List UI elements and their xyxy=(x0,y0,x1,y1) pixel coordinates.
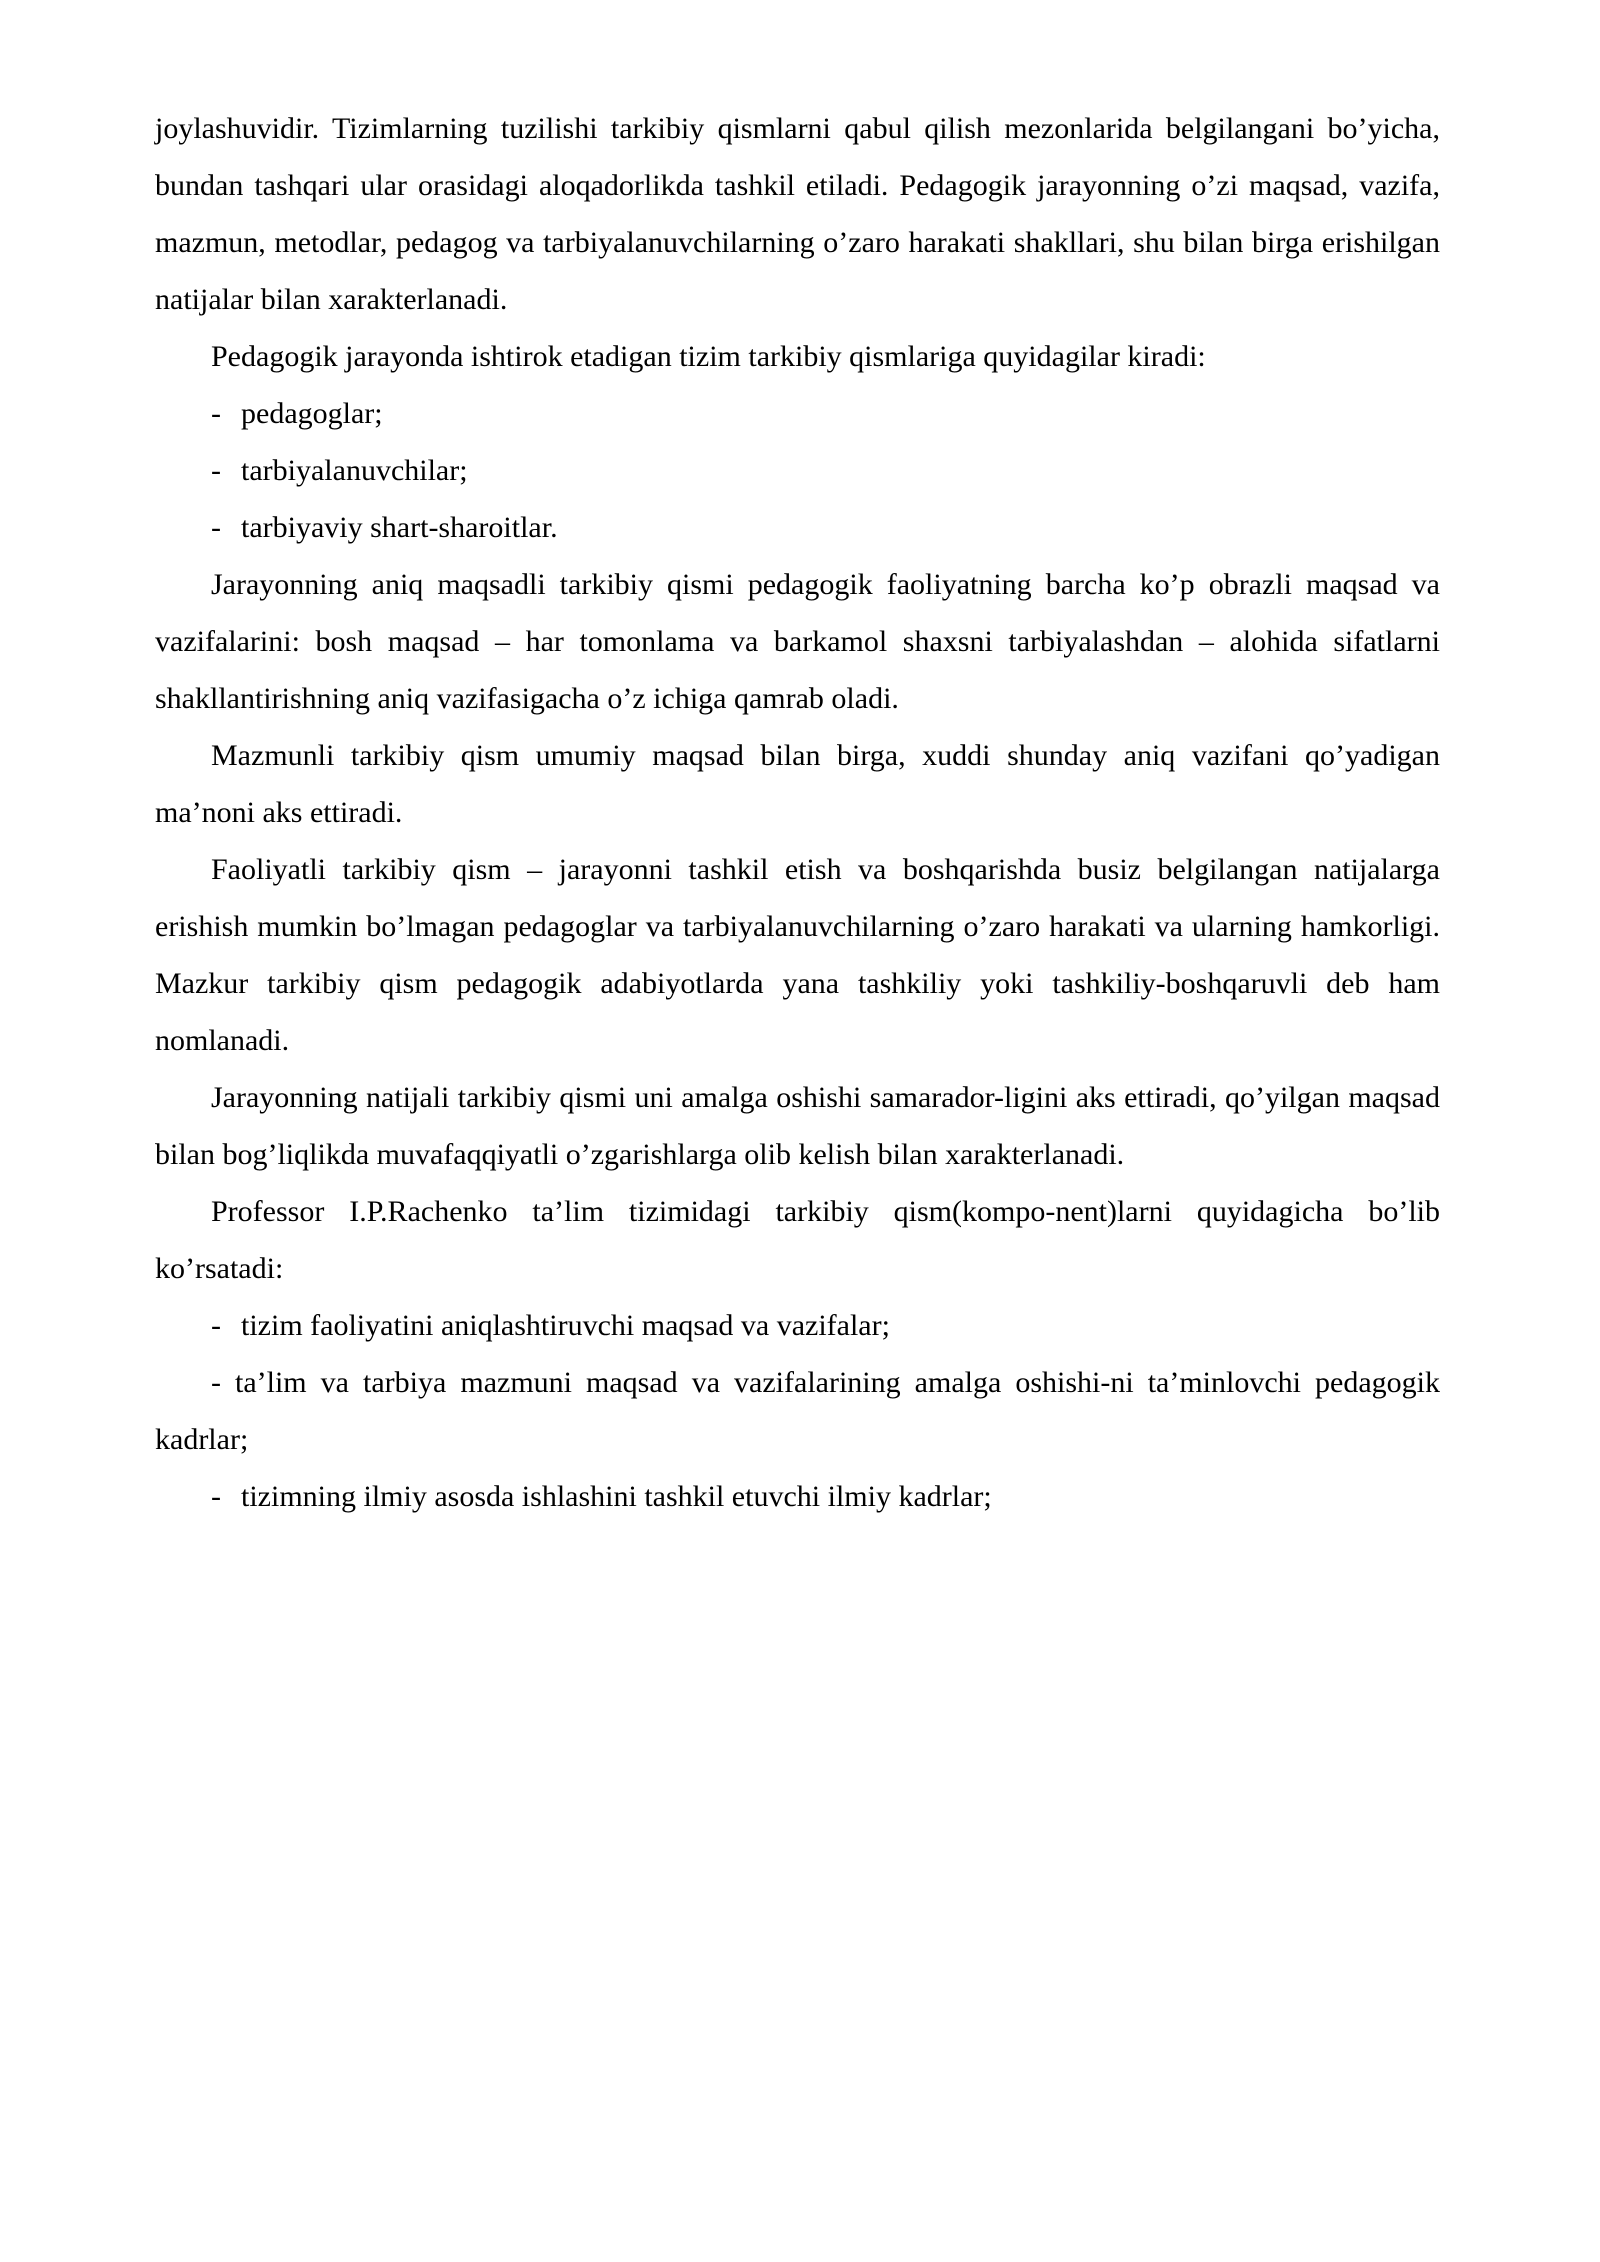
list-item-label: tarbiyalanuvchilar; xyxy=(241,454,468,487)
components-list xyxy=(155,385,1440,556)
dash-marker: - xyxy=(211,397,221,430)
paragraph-goal-component: Jarayonning aniq maqsadli tarkibiy qismi pedagogik faoliyatning barcha ko’p obrazli maqsad va vazifalarini: bosh maqsad – har tomonlama va barkamol shaxsni tarbiyalashdan – alohida sifatlarni shakllantirishning aniq vazifasigacha o’z ichiga qamrab oladi. xyxy=(155,568,1440,715)
list-item-label: tarbiyaviy shart-sharoitlar. xyxy=(241,511,558,544)
list-item-label: tizimning ilmiy asosda ishlashini tashkil etuvchi ilmiy kadrlar; xyxy=(241,1480,992,1513)
dash-marker: - xyxy=(211,454,221,487)
dash-marker: - xyxy=(211,1480,221,1513)
list-item xyxy=(155,499,1440,556)
list-item xyxy=(155,1354,1440,1468)
list-item-label: tizim faoliyatini aniqlashtiruvchi maqsad va vazifalar; xyxy=(241,1309,890,1342)
paragraph-continuation: joylashuvidir. Tizimlarning tuzilishi tarkibiy qismlarni qabul qilish mezonlarida belgilangani bo’yicha, bundan tashqari ular orasidagi aloqadorlikda tashkil etiladi. Pedagogik jarayonning o’zi maqsad, vazifa, mazmun, metodlar, pedagog va tarbiyalanuvchilarning o’zaro harakati shakllari, shu bilan birga erishilgan natijalar bilan xarakterlanadi. xyxy=(155,112,1440,316)
list-item xyxy=(155,1297,1440,1354)
rachenko-components-list xyxy=(155,1297,1440,1525)
paragraph-components-intro: Pedagogik jarayonda ishtirok etadigan tizim tarkibiy qismlariga quyidagilar kiradi: xyxy=(211,340,1206,373)
list-item xyxy=(155,442,1440,499)
list-item-label: ta’lim va tarbiya mazmuni maqsad va vazifalarining amalga oshishi-ni ta’minlovchi pedagogik kadrlar; xyxy=(155,1366,1440,1456)
list-item-label: pedagoglar; xyxy=(241,397,383,430)
dash-marker: - xyxy=(211,1309,221,1342)
dash-marker: - xyxy=(211,511,221,544)
list-item xyxy=(155,385,1440,442)
document-body xyxy=(155,100,1440,1525)
list-item xyxy=(155,1468,1440,1525)
paragraph-result-component: Jarayonning natijali tarkibiy qismi uni amalga oshishi samarador-ligini aks ettiradi, qo’yilgan maqsad bilan bog’liqlikda muvafaqqiyatli o’zgarishlarga olib kelish bilan xarakterlanadi. xyxy=(155,1081,1440,1171)
paragraph-activity-component: Faoliyatli tarkibiy qism – jarayonni tashkil etish va boshqarishda busiz belgilangan natijalarga erishish mumkin bo’lmagan pedagoglar va tarbiyalanuvchilarning o’zaro harakati va ularning hamkorligi. Mazkur tarkibiy qism pedagogik adabiyotlarda yana tashkiliy yoki tashkiliy-boshqaruvli deb ham nomlanadi. xyxy=(155,853,1440,1057)
paragraph-rachenko-intro: Professor I.P.Rachenko ta’lim tizimidagi tarkibiy qism(kompo-nent)larni quyidagicha bo’lib ko’rsatadi: xyxy=(155,1195,1440,1285)
paragraph-content-component: Mazmunli tarkibiy qism umumiy maqsad bilan birga, xuddi shunday aniq vazifani qo’yadigan ma’noni aks ettiradi. xyxy=(155,739,1440,829)
dash-marker: - xyxy=(211,1366,221,1399)
